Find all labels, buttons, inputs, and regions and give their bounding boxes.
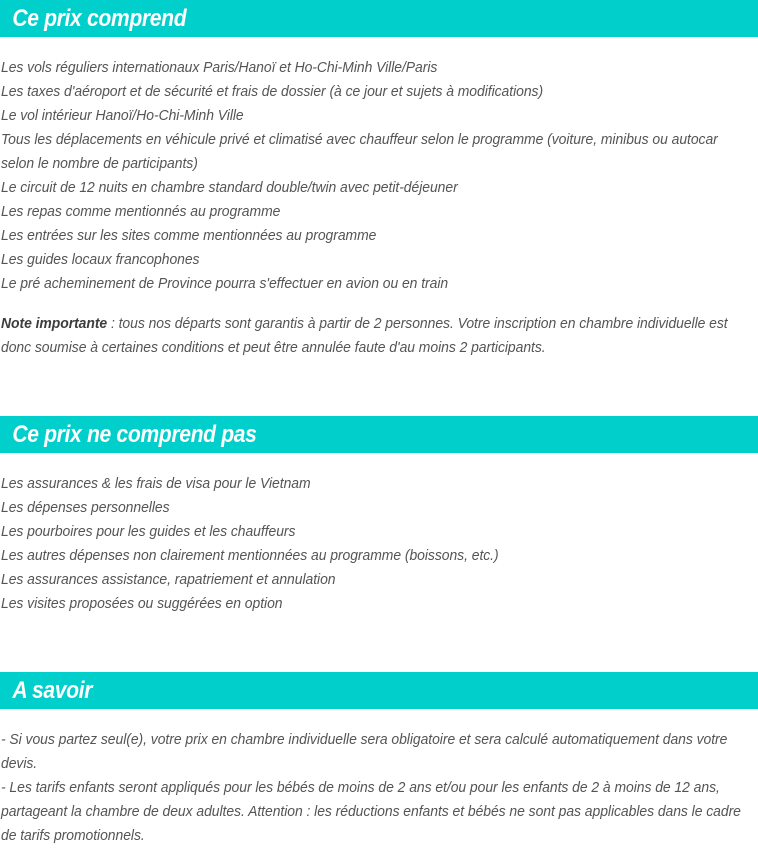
important-note xyxy=(0,312,758,360)
list-item: Le vol intérieur Hanoï/Ho-Chi-Minh Ville xyxy=(1,108,244,124)
list-item: Les repas comme mentionnés au programme xyxy=(1,204,281,220)
spacer xyxy=(0,709,758,728)
list-item: Le circuit de 12 nuits en chambre standard double/twin avec petit-déjeuner xyxy=(1,180,458,196)
list-item: Les dépenses personnelles xyxy=(1,500,170,516)
section-title-ce-prix-ne-comprend-pas: Ce prix ne comprend pas xyxy=(12,420,257,448)
important-note-text xyxy=(1,312,748,360)
important-note-body: : tous nos départs sont garantis à partir de 2 personnes. Votre inscription en chambre individuelle est donc soumise à certaines conditions et peut être annulée faute d'au moins 2 participants. xyxy=(1,316,728,356)
spacer xyxy=(0,453,758,472)
list-item: Les visites proposées ou suggérées en option xyxy=(1,596,283,612)
section-title-a-savoir: A savoir xyxy=(12,676,93,704)
list-item: Les vols réguliers internationaux Paris/Hanoï et Ho-Chi-Minh Ville/Paris xyxy=(1,60,438,76)
spacer xyxy=(0,616,758,672)
section-title-ce-prix-comprend: Ce prix comprend xyxy=(12,4,187,32)
list-item: Les assurances assistance, rapatriement et annulation xyxy=(1,572,336,588)
spacer xyxy=(0,37,758,56)
included-list xyxy=(0,56,758,296)
spacer xyxy=(0,360,758,416)
good-to-know-list xyxy=(0,728,758,848)
spacer xyxy=(0,296,758,312)
list-item: Le pré acheminement de Province pourra s'effectuer en avion ou en train xyxy=(1,276,449,292)
paragraph: - Si vous partez seul(e), votre prix en chambre individuelle sera obligatoire et sera calculé automatiquement dans votre devis. xyxy=(1,732,728,772)
list-item: Les autres dépenses non clairement mentionnées au programme (boissons, etc.) xyxy=(1,548,499,564)
list-item: Les taxes d'aéroport et de sécurité et frais de dossier (à ce jour et sujets à modifications) xyxy=(1,84,544,100)
excluded-list xyxy=(0,472,758,616)
section-header-ce-prix-ne-comprend-pas xyxy=(0,416,758,453)
paragraph: - Les tarifs enfants seront appliqués pour les bébés de moins de 2 ans et/ou pour les enfants de 2 à moins de 12 ans, partageant la chambre de deux adultes. Attention : les réductions enfants et bébés ne sont pas applicables dans le cadre de tarifs promotionnels. xyxy=(1,780,741,844)
important-note-label: Note importante xyxy=(1,316,108,332)
section-header-ce-prix-comprend xyxy=(0,0,758,37)
section-header-a-savoir xyxy=(0,672,758,709)
list-item: Les entrées sur les sites comme mentionnées au programme xyxy=(1,228,377,244)
list-item: Les pourboires pour les guides et les chauffeurs xyxy=(1,524,296,540)
list-item: Tous les déplacements en véhicule privé et climatisé avec chauffeur selon le programme (voiture, minibus ou autocar selon le nombre de participants) xyxy=(1,132,718,172)
list-item: Les assurances & les frais de visa pour le Vietnam xyxy=(1,476,311,492)
list-item: Les guides locaux francophones xyxy=(1,252,200,268)
